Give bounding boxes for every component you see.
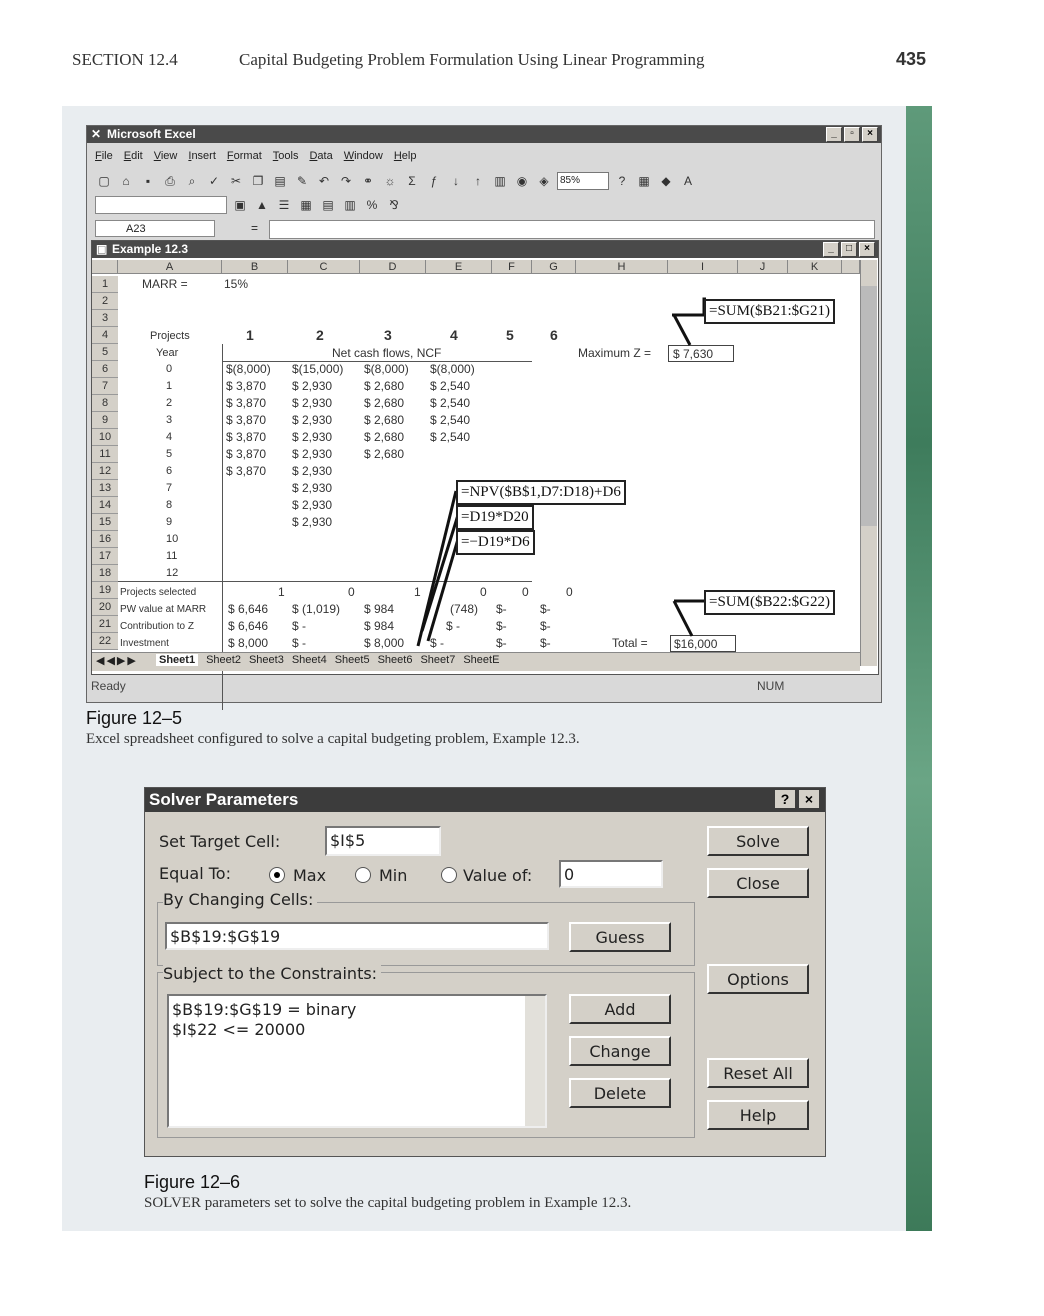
year-cell[interactable]: 7 (166, 482, 173, 494)
year-cell[interactable]: 9 (166, 516, 173, 528)
row-header[interactable]: 12 (92, 463, 118, 480)
preview-icon[interactable]: ⌕ (188, 174, 196, 188)
value-of-radio[interactable] (441, 867, 457, 883)
row-header[interactable]: 9 (92, 412, 118, 429)
help-button[interactable]: Help (707, 1100, 809, 1130)
target-cell-value: $I$5 (330, 831, 366, 850)
cell-e20[interactable]: (748) (450, 602, 479, 616)
standard-toolbar (95, 170, 697, 192)
shapes-icon[interactable]: ▲ (256, 198, 268, 212)
solve-button[interactable]: Solve (707, 826, 809, 856)
new-icon[interactable]: ▢ (98, 174, 110, 188)
formula-equals: = (251, 221, 259, 235)
cell-f20[interactable]: $- (496, 602, 507, 616)
redo-icon[interactable]: ↷ (340, 174, 352, 188)
callout-sum-b21: =SUM($B21:$G21) (704, 299, 835, 324)
cell-h5[interactable]: Maximum Z = (578, 346, 652, 360)
constraint-item[interactable]: $B$19:$G$19 = binary (172, 1000, 357, 1019)
fill-color-icon[interactable]: ◆ (661, 174, 671, 188)
cell-d20[interactable]: $ 984 (364, 602, 395, 616)
close-button[interactable]: Close (707, 868, 809, 898)
target-cell-label: Set Target Cell: (159, 832, 281, 851)
row-header[interactable]: 16 (92, 531, 118, 548)
cell-b21[interactable]: $ 6,646 (228, 619, 269, 633)
cut-icon[interactable]: ✂ (230, 174, 242, 188)
cell-b19[interactable]: 1 (278, 585, 285, 599)
leader-sum-b21-tail (674, 315, 690, 345)
year-cell[interactable]: 1 (166, 380, 173, 392)
leader-sum-b22-tail (674, 601, 692, 636)
cash-flow-cell[interactable]: $(8,000) (430, 362, 475, 376)
format-painter-icon[interactable]: ✎ (296, 174, 308, 188)
cell-f4[interactable]: 5 (506, 327, 514, 343)
num-lock-indicator: NUM (757, 679, 785, 693)
excel-logo-icon: ✕ (91, 127, 102, 141)
cell-g19[interactable]: 0 (566, 585, 573, 599)
tab-sheet4[interactable]: Sheet4 (291, 654, 327, 666)
cash-flow-cell[interactable]: $ 2,930 (292, 515, 333, 529)
open-icon[interactable]: ⌂ (122, 174, 130, 188)
cash-flow-cell[interactable]: $ 3,870 (226, 464, 267, 478)
menu-format[interactable]: Format (226, 150, 262, 162)
row-header[interactable]: 5 (92, 344, 118, 361)
cash-flow-cell[interactable]: $ 2,930 (292, 481, 333, 495)
cash-flow-cell[interactable]: $ 2,680 (364, 430, 405, 444)
cash-flow-cell[interactable]: $ 3,870 (226, 379, 267, 393)
menu-file[interactable]: File (95, 150, 113, 162)
workbook-window (91, 240, 879, 675)
cell-f21[interactable]: $- (496, 619, 507, 633)
cash-flow-cell[interactable]: $ 2,930 (292, 430, 333, 444)
row-header[interactable]: 20 (92, 599, 118, 616)
tab-sheet6[interactable]: Sheet6 (377, 654, 413, 666)
reset-all-button[interactable]: Reset All (707, 1058, 809, 1088)
tab-sheet2[interactable]: Sheet2 (206, 654, 241, 666)
row-header[interactable]: 7 (92, 378, 118, 395)
cash-flow-cell[interactable]: $ 3,870 (226, 430, 267, 444)
constraints-label: Subject to the Constraints: (163, 964, 381, 983)
zoom-select[interactable]: 85% (557, 172, 609, 190)
cell-e22[interactable]: $ - (430, 636, 445, 650)
col-header[interactable]: A (118, 260, 222, 274)
row-header[interactable]: 4 (92, 327, 118, 344)
year-cell[interactable]: 3 (166, 414, 173, 426)
cash-flow-cell[interactable]: $ 2,540 (430, 396, 471, 410)
year-cell[interactable]: 8 (166, 499, 173, 511)
value-of-label: Value of: (463, 866, 533, 885)
workbook-icon: ▣ (96, 242, 108, 256)
cash-flow-cell[interactable]: $ 2,680 (364, 447, 405, 461)
col-header[interactable]: K (788, 260, 842, 274)
change-button[interactable]: Change (569, 1036, 671, 1066)
spelling-icon[interactable]: ✓ (208, 174, 220, 188)
cash-flow-cell[interactable]: $ 2,680 (364, 413, 405, 427)
year-cell[interactable]: 0 (166, 363, 173, 375)
minimize-button[interactable]: _ (826, 127, 842, 142)
col-header[interactable]: B (222, 260, 288, 274)
help-question-button[interactable]: ? (775, 790, 795, 808)
cell-c22[interactable]: $ - (292, 636, 307, 650)
tab-sheet1[interactable]: Sheet1 (156, 654, 198, 666)
cell-a1[interactable]: MARR = (142, 277, 188, 291)
page-header-title: Capital Budgeting Problem Formulation Using Linear Programming (239, 50, 705, 69)
equal-to-label: Equal To: (159, 864, 231, 883)
cell-a5[interactable]: Year (156, 347, 179, 359)
link-icon[interactable]: % (366, 198, 378, 212)
cell-e19[interactable]: 0 (480, 585, 487, 599)
cash-flow-cell[interactable]: $ 2,930 (292, 396, 333, 410)
cash-flow-cell[interactable]: $ 2,540 (430, 430, 471, 444)
app-title: Microsoft Excel (107, 127, 196, 141)
solver-dialog (144, 787, 826, 1157)
figure-6-label: Figure 12–6 (144, 1172, 241, 1192)
add-button[interactable]: Add (569, 994, 671, 1024)
forms-icon[interactable]: ▣ (234, 198, 246, 212)
constraints-list[interactable] (167, 994, 547, 1128)
row-header[interactable]: 18 (92, 565, 118, 582)
cash-flow-cell[interactable]: $ 3,870 (226, 447, 267, 461)
year-cell[interactable]: 2 (166, 397, 173, 409)
decorative-strip (906, 106, 932, 1231)
sheet-tab-bar (92, 652, 860, 671)
cell-e21[interactable]: $ - (446, 619, 461, 633)
target-cell-input[interactable] (325, 826, 441, 856)
tab-sheet8[interactable]: SheetE (463, 654, 500, 666)
figure-6-caption: SOLVER parameters set to solve the capital budgeting problem in Example 12.3. (144, 1195, 632, 1211)
table-icon[interactable]: ▦ (300, 198, 312, 212)
map-icon[interactable]: ◉ (516, 174, 528, 188)
cash-flow-cell[interactable]: $ 2,930 (292, 498, 333, 512)
cell-g4[interactable]: 6 (550, 327, 558, 343)
print-icon[interactable]: ⎙ (165, 174, 175, 188)
cell-c4[interactable]: 2 (316, 327, 324, 343)
restore-button[interactable]: ▫ (844, 127, 860, 142)
leader-d19d20 (422, 515, 458, 631)
row-header[interactable]: 1 (92, 276, 118, 293)
cell-g21[interactable]: $- (540, 619, 551, 633)
menu-view[interactable]: View (153, 150, 178, 162)
menu-help[interactable]: Help (393, 150, 417, 162)
excel-titlebar (87, 126, 881, 143)
options-button[interactable]: Options (707, 964, 809, 994)
cash-flow-cell[interactable]: $ 3,870 (226, 396, 267, 410)
changing-cells-input[interactable] (165, 922, 549, 950)
menu-edit[interactable]: Edit (123, 150, 143, 162)
menu-data[interactable]: Data (309, 150, 333, 162)
cell-c20[interactable]: $ (1,019) (292, 602, 341, 616)
web-icon[interactable]: ☼ (384, 174, 396, 188)
col-header[interactable]: C (288, 260, 360, 274)
value-of-value: 0 (564, 865, 575, 884)
cell-d22[interactable]: $ 8,000 (364, 636, 405, 650)
row-header[interactable]: 19 (92, 582, 118, 599)
guess-button[interactable]: Guess (569, 922, 671, 952)
row-header[interactable]: 15 (92, 514, 118, 531)
row-header[interactable]: 17 (92, 548, 118, 565)
status-text: Ready (91, 679, 126, 693)
col-header[interactable]: E (426, 260, 492, 274)
year-cell[interactable]: 12 (166, 567, 179, 579)
cell-b4[interactable]: 1 (246, 327, 254, 343)
constraint-item[interactable]: $I$22 <= 20000 (172, 1020, 306, 1039)
col-header[interactable]: H (576, 260, 668, 274)
year-cell[interactable]: 6 (166, 465, 173, 477)
cell-d4[interactable]: 3 (384, 327, 392, 343)
workbook-title: Example 12.3 (112, 242, 189, 256)
cell-i5[interactable]: $ 7,630 (668, 345, 734, 362)
cell-d21[interactable]: $ 984 (364, 619, 395, 633)
tab-scroll-icon[interactable]: ◀◀▶▶ (96, 655, 138, 667)
formatting-toolbar (95, 194, 403, 216)
solver-titlebar (145, 788, 825, 812)
col-header[interactable]: F (492, 260, 532, 274)
cash-flow-cell[interactable]: $ 2,680 (364, 379, 405, 393)
ncf-header[interactable]: Net cash flows, NCF (332, 346, 442, 360)
row-header[interactable]: 8 (92, 395, 118, 412)
callout-npv: =NPV($B$1,D7:D18)+D6 (456, 480, 626, 505)
max-label: Max (293, 866, 327, 885)
cash-flow-cell[interactable]: $(8,000) (226, 362, 271, 376)
cell-i22[interactable]: $16,000 (670, 635, 736, 652)
cell-c19[interactable]: 0 (348, 585, 355, 599)
paste-icon[interactable]: ▤ (274, 174, 286, 188)
col-header[interactable]: I (668, 260, 738, 274)
row-header[interactable]: 13 (92, 480, 118, 497)
changing-cells-value: $B$19:$G$19 (170, 927, 281, 946)
menu-insert[interactable]: Insert (188, 150, 216, 162)
callout-neg: =−D19*D6 (456, 530, 535, 555)
cell-e4[interactable]: 4 (450, 327, 458, 343)
row-header[interactable]: 22 (92, 633, 118, 650)
chart-icon[interactable]: ▥ (494, 174, 506, 188)
cell-d19[interactable]: 1 (414, 585, 421, 599)
copy-icon[interactable]: ❐ (252, 174, 264, 188)
excel-window (86, 125, 882, 703)
year-cell[interactable]: 4 (166, 431, 173, 443)
cell-g20[interactable]: $- (540, 602, 551, 616)
autosum-icon[interactable]: Σ (408, 174, 416, 188)
callout-sum-b22: =SUM($B22:$G22) (704, 590, 835, 615)
cash-flow-cell[interactable]: $(15,000) (292, 362, 344, 376)
grid-icon[interactable]: ▥ (344, 198, 356, 212)
help-icon[interactable]: ? (618, 174, 626, 188)
row-header[interactable]: 11 (92, 446, 118, 463)
tab-sheet7[interactable]: Sheet7 (420, 654, 456, 666)
figure-5-caption: Excel spreadsheet configured to solve a capital budgeting problem, Example 12.3. (86, 731, 580, 747)
menu-window[interactable]: Window (343, 150, 383, 162)
wb-restore-button[interactable]: □ (841, 242, 857, 257)
function-icon[interactable]: ƒ (430, 174, 438, 188)
menu-bar (95, 150, 416, 162)
col-header[interactable]: G (532, 260, 576, 274)
unlink-icon[interactable]: ⅋ (389, 198, 399, 212)
row-header[interactable]: 10 (92, 429, 118, 446)
cell-a21[interactable]: Contribution to Z (120, 621, 194, 632)
row-header[interactable]: 21 (92, 616, 118, 633)
row-header[interactable]: 3 (92, 310, 118, 327)
cash-flow-cell[interactable]: $ 2,540 (430, 413, 471, 427)
row-header[interactable]: 2 (92, 293, 118, 310)
cash-flow-cell[interactable]: $ 2,930 (292, 464, 333, 478)
constraints-scrollbar[interactable] (525, 996, 545, 1126)
drawing-icon[interactable]: ◈ (539, 174, 549, 188)
wb-close-button[interactable]: × (859, 242, 875, 257)
cell-b20[interactable]: $ 6,646 (228, 602, 269, 616)
close-window-button[interactable]: × (862, 127, 878, 142)
list-icon[interactable]: ☰ (278, 198, 290, 212)
year-cell[interactable]: 5 (166, 448, 173, 460)
menu-tools[interactable]: Tools (272, 150, 299, 162)
cell-f19[interactable]: 0 (522, 585, 529, 599)
cash-flow-cell[interactable]: $ 3,870 (226, 413, 267, 427)
name-box[interactable]: A23 (95, 220, 215, 237)
undo-icon[interactable]: ↶ (318, 174, 330, 188)
cell-b22[interactable]: $ 8,000 (228, 636, 269, 650)
min-radio[interactable] (355, 867, 371, 883)
row-header[interactable]: 6 (92, 361, 118, 378)
hyperlink-icon[interactable]: ⚭ (362, 174, 374, 188)
delete-button[interactable]: Delete (569, 1078, 671, 1108)
cell-h22[interactable]: Total = (612, 636, 648, 650)
min-label: Min (379, 866, 408, 885)
row-header[interactable]: 14 (92, 497, 118, 514)
tab-sheet3[interactable]: Sheet3 (248, 654, 284, 666)
leader-sum-b21 (672, 299, 706, 315)
cell-a20[interactable]: PW value at MARR (120, 604, 207, 615)
cell-f22[interactable]: $- (496, 636, 507, 650)
sort-descending-icon[interactable]: ↑ (475, 174, 481, 188)
cash-flow-cell[interactable]: $ 2,930 (292, 413, 333, 427)
cash-flow-cell[interactable]: $ 2,930 (292, 447, 333, 461)
merge-icon[interactable]: ▤ (322, 198, 334, 212)
borders-icon[interactable]: ▦ (638, 174, 650, 188)
formula-bar[interactable] (269, 220, 875, 239)
tab-sheet5[interactable]: Sheet5 (334, 654, 370, 666)
cell-a4[interactable]: Projects (150, 330, 190, 342)
font-select[interactable] (95, 196, 227, 214)
cell-c21[interactable]: $ - (292, 619, 307, 633)
callout-d19d20: =D19*D20 (456, 505, 534, 530)
sort-ascending-icon[interactable]: ↓ (453, 174, 459, 188)
page-number: 435 (896, 49, 927, 69)
cell-a22[interactable]: Investment (120, 638, 169, 649)
cash-flow-cell[interactable]: $ 2,540 (430, 379, 471, 393)
wb-minimize-button[interactable]: _ (823, 242, 839, 257)
cash-flow-cell[interactable]: $ 2,680 (364, 396, 405, 410)
cash-flow-cell[interactable]: $ 2,930 (292, 379, 333, 393)
dialog-close-button[interactable]: × (799, 790, 819, 808)
solver-title: Solver Parameters (149, 790, 299, 809)
figure-5-label: Figure 12–5 (86, 708, 183, 728)
section-label: SECTION 12.4 (72, 50, 178, 69)
cash-flow-cell[interactable]: $(8,000) (364, 362, 409, 376)
year-cell[interactable]: 11 (166, 550, 178, 562)
max-radio[interactable] (269, 867, 285, 883)
save-icon[interactable]: ▪ (145, 174, 151, 188)
col-header[interactable]: J (738, 260, 788, 274)
cell-a19[interactable]: Projects selected (120, 587, 197, 598)
col-header[interactable]: D (360, 260, 426, 274)
value-of-input[interactable] (559, 860, 663, 888)
font-color-icon[interactable]: A (683, 174, 692, 188)
year-cell[interactable]: 10 (166, 533, 179, 545)
cell-g22[interactable]: $- (540, 636, 551, 650)
cell-b1[interactable]: 15% (224, 277, 249, 291)
changing-cells-label: By Changing Cells: (163, 890, 317, 909)
